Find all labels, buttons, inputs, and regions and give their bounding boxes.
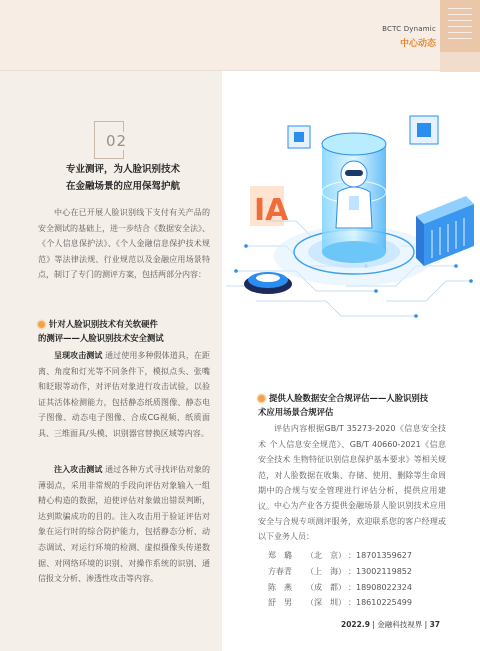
contact-name: 方春青 xyxy=(268,566,292,576)
page-number: 37 xyxy=(429,620,440,629)
scan-dish xyxy=(244,272,292,294)
part2-heading-line-2: 术应用场景合规评估 xyxy=(258,407,334,418)
intro-paragraph: 中心在已开展人脸识别线下支付有关产品的安全测试的基础上，进一步结合《数据安全法》、《个人信息保护法》、《个人金融信息保护技术规范》等法律法规、行业规范以及金融应用场景特点，制订了专门的测评方案，包括两部分内容： xyxy=(38,208,210,280)
header-tab-decor xyxy=(440,0,480,52)
contact-name: 陈 燕 xyxy=(268,582,292,592)
header-band xyxy=(0,0,480,70)
contact-phone: ：13002119852 xyxy=(348,566,412,576)
ai-sign xyxy=(250,186,289,228)
injection-attack-paragraph xyxy=(38,462,210,587)
presentation-attack-paragraph xyxy=(38,348,210,442)
title-line-2: 在金融场景的应用保驾护航 xyxy=(65,181,180,192)
face-recognition-illustration xyxy=(226,96,474,336)
magazine-name: 金融科技视界 xyxy=(377,620,423,629)
contact-list xyxy=(268,548,412,611)
header-english: BCTC Dynamic xyxy=(382,25,436,33)
closing-paragraph: 中心为产业各方提供金融场景人脸识别技术应用安全与合规专项测评服务，欢迎联系您的客户经理或以下业务人员： xyxy=(258,501,446,542)
part2-heading-line-1: 提供人脸数据安全合规评估——人脸识别技 xyxy=(269,393,429,403)
header-chinese: 中心动态 xyxy=(399,39,436,49)
header-tab-decor-lower xyxy=(440,52,480,72)
injection-attack-lead: 注入攻击测试 xyxy=(54,465,103,474)
contact-city: （深 圳） xyxy=(306,598,346,608)
server-block xyxy=(416,196,474,266)
issue-date: 2022.9 xyxy=(340,620,370,629)
contact-name: 舒 男 xyxy=(268,598,292,608)
contact-city: （成 都） xyxy=(306,582,346,592)
part1-heading-line-1: 针对人脸识别技术有关软硬件 xyxy=(49,319,158,329)
contact-name: 郑 璐 xyxy=(268,551,292,560)
injection-attack-text: 通过各种方式寻找评估对象的薄弱点，采用非常规的手段向评估对象输入一组精心构造的数据，迫使评估对象做出错误判断，达到欺骗成功的目的。注入攻击用于验证评估对象在运行时的综合防护能力，包括静态分析、动态调试、对运行环境的检测、虚拟摄像头传递数据、对网络环境的识别、对操作系统的识别、通信报文分析、渗透性攻击等内容。 xyxy=(38,465,211,584)
svg-text:IA: IA xyxy=(254,193,289,228)
contact-phone: ：18610225499 xyxy=(348,598,412,608)
compliance-paragraph: 评估内容根据GB/T 35273-2020《信息安全技术 个人信息安全规范》、GB/T 40660-2021《信息安全技术 生物特征识别信息保护基本要求》等相关规范，对人脸数据在收集、存储、使用、删除等生命周期中的合规与安全管理进行评估分析，提供应用建议。 xyxy=(258,424,446,511)
contact-city: （北 京） xyxy=(306,551,346,560)
title-line-1: 专业测评，为人脸识别技术 xyxy=(65,164,180,175)
part1-heading xyxy=(38,317,218,346)
contact-row xyxy=(268,548,412,564)
contact-city: （上 海） xyxy=(306,566,346,576)
article-title xyxy=(38,161,208,195)
contact-phone: ：18908022324 xyxy=(348,582,412,592)
section-number: 02 xyxy=(106,132,128,150)
page-footer xyxy=(341,619,440,630)
footer-sep: | xyxy=(372,620,378,629)
bullet-icon xyxy=(38,321,45,328)
bullet-icon xyxy=(258,395,265,402)
part1-heading-line-2: 的测评——人脸识别技术安全测试 xyxy=(38,333,164,344)
robot-figure xyxy=(336,161,372,228)
contact-row xyxy=(268,564,412,580)
presentation-attack-text: 通过使用多种假体道具，在距离、角度和灯光等不同条件下，模拟点头、张嘴和眨眼等动作，对评估对象进行攻击试验，以验证其活体检测能力，包括静态纸质图像、静态电子图像、动态电子图像、合成CG视频、纸质面具、三维面具/头模、识别器官替换区域等内容。 xyxy=(38,351,211,438)
contact-row xyxy=(268,595,412,611)
contact-row xyxy=(268,580,412,596)
presentation-attack-lead: 呈现攻击测试 xyxy=(54,351,103,360)
footer-sep: | xyxy=(424,620,430,629)
part2-heading xyxy=(258,391,454,420)
contact-phone: ：18701359627 xyxy=(348,551,412,560)
